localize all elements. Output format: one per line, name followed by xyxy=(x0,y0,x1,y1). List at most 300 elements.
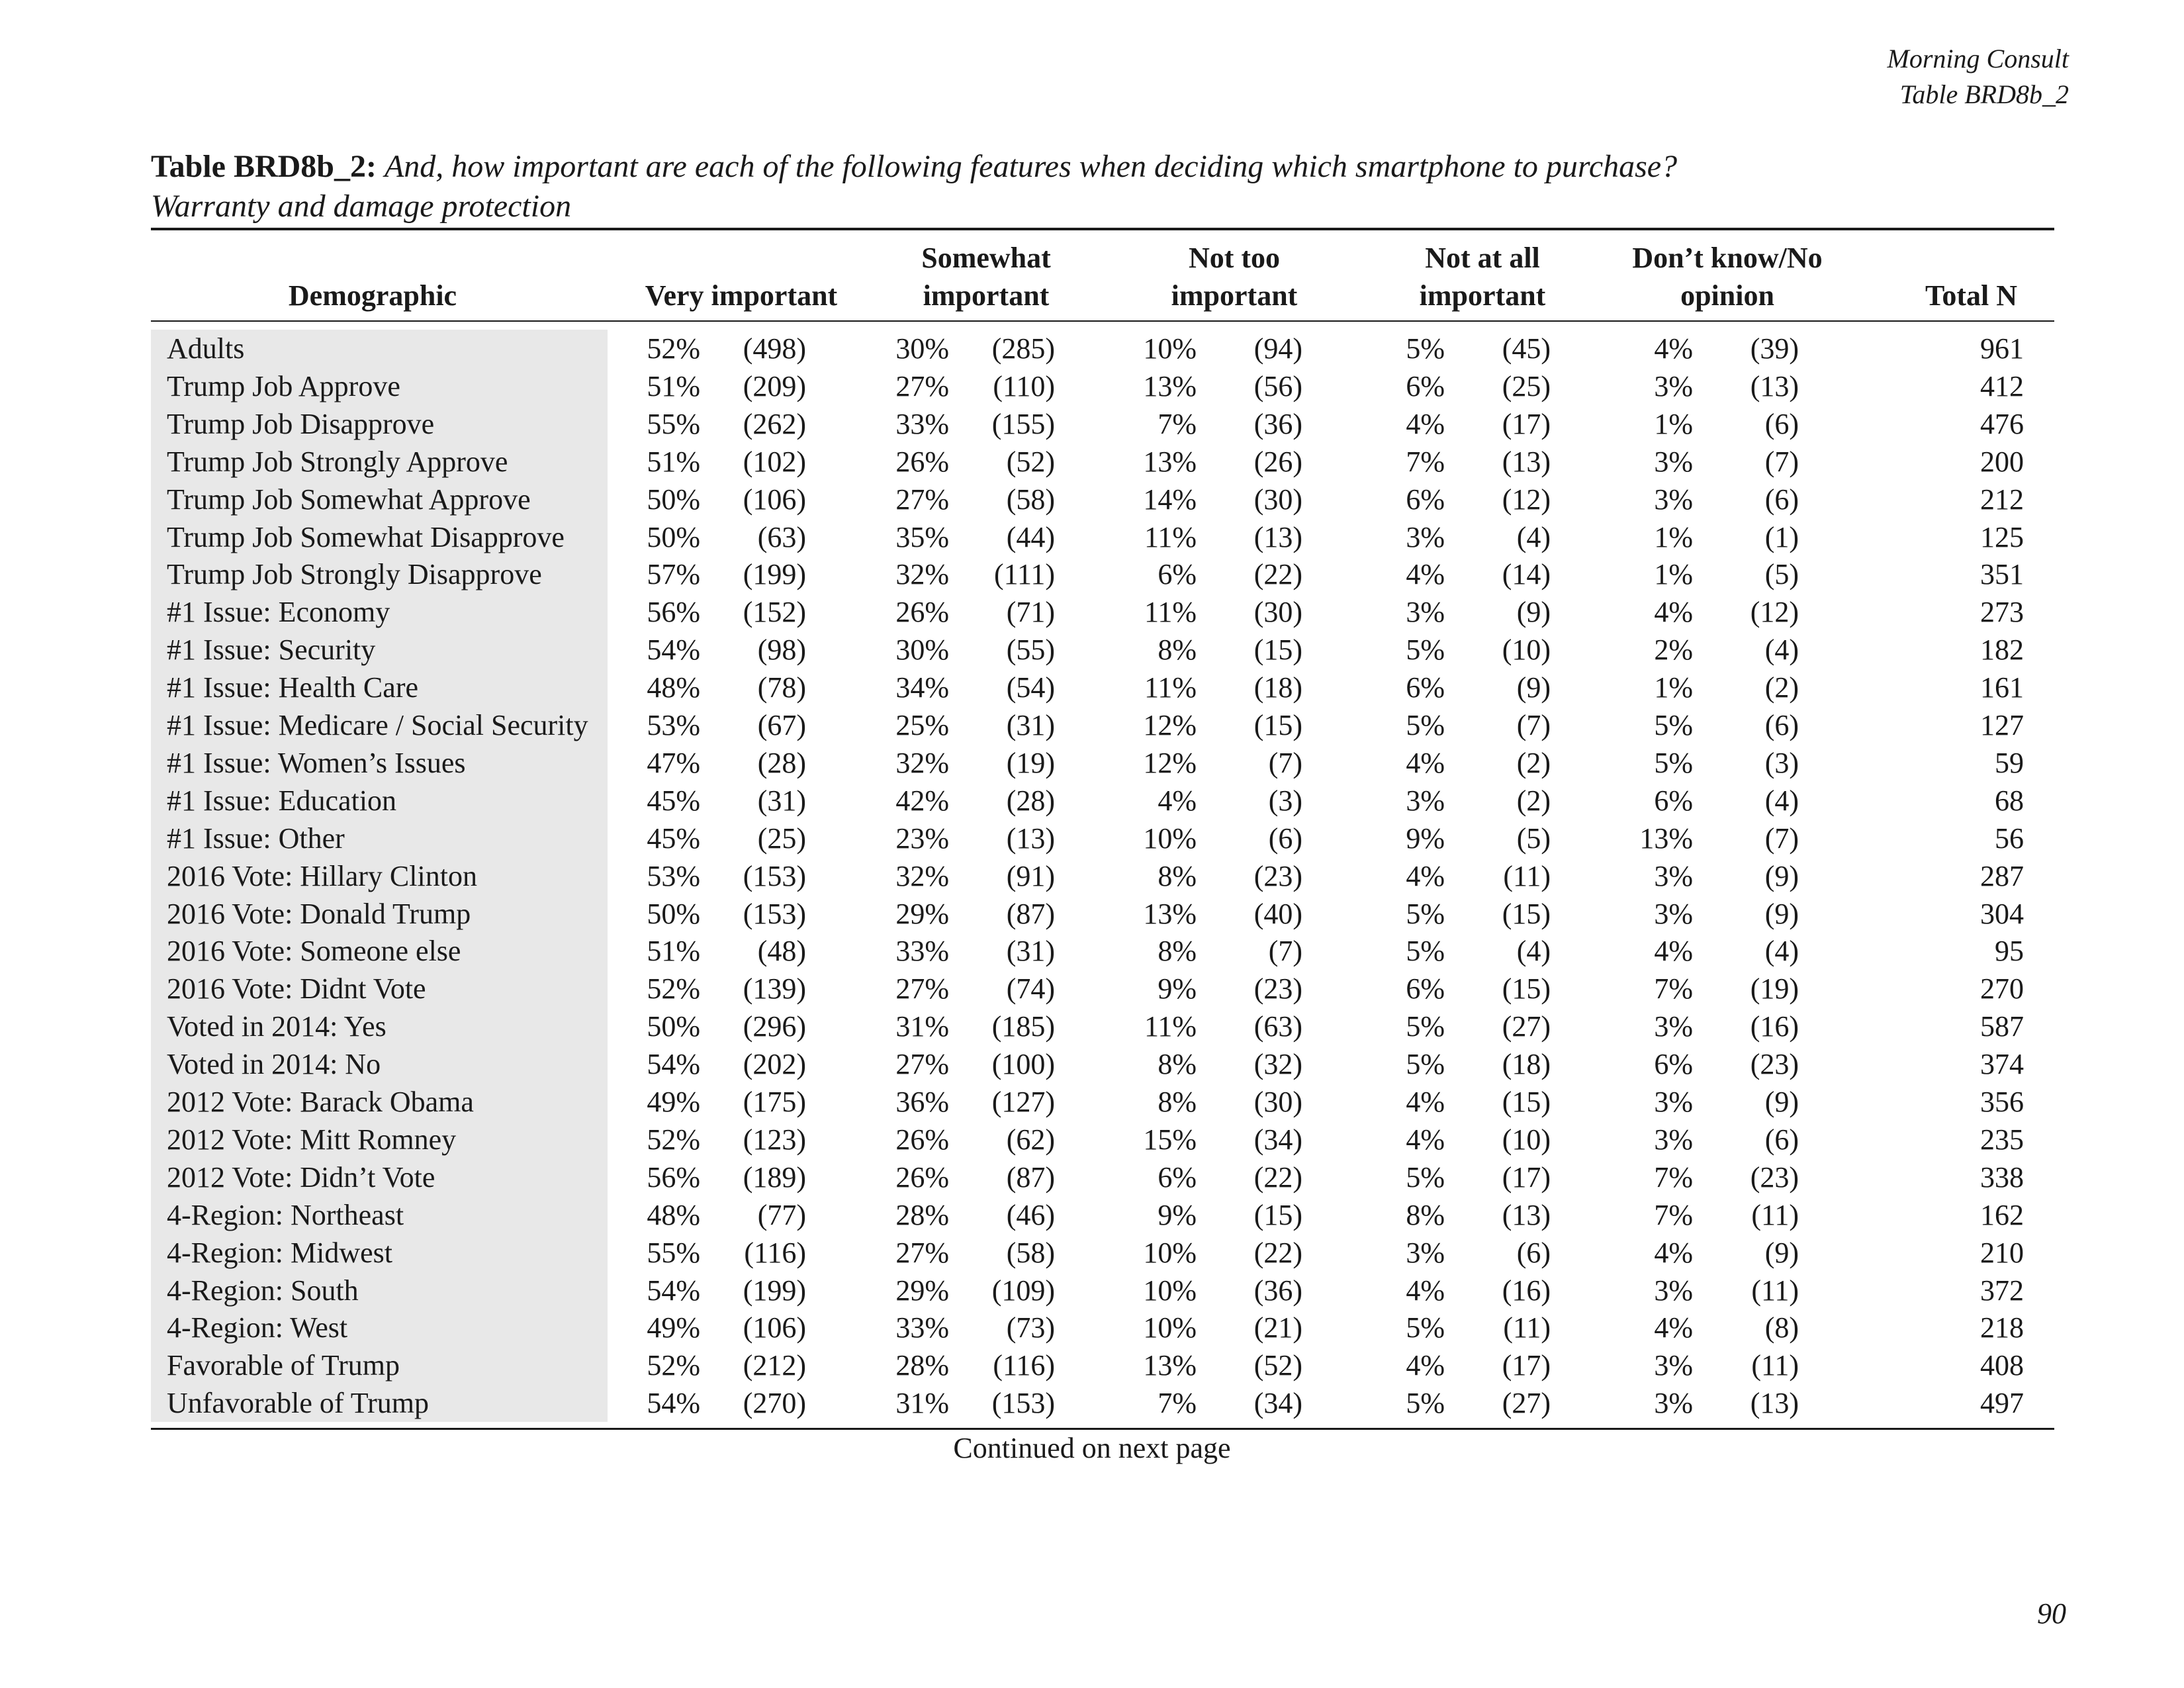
percent-cell: 29% xyxy=(895,897,949,930)
count-cell: (9) xyxy=(1764,859,1799,892)
table-row xyxy=(151,895,2054,933)
count-cell: (31) xyxy=(1006,935,1055,968)
count-cell: (2) xyxy=(1516,784,1551,817)
percent-cell: 3% xyxy=(1654,1010,1693,1043)
count-cell: (26) xyxy=(1253,445,1302,478)
count-cell: (58) xyxy=(1006,483,1055,516)
total-n-cell: 374 xyxy=(1980,1048,2024,1081)
count-cell: (30) xyxy=(1253,1086,1302,1118)
percent-cell: 53% xyxy=(647,859,700,892)
percent-cell: 32% xyxy=(895,558,949,591)
percent-cell: 10% xyxy=(1143,332,1197,365)
count-cell: (153) xyxy=(743,859,806,892)
percent-cell: 5% xyxy=(1406,633,1445,667)
count-cell: (91) xyxy=(1006,859,1055,892)
percent-cell: 28% xyxy=(895,1198,949,1231)
count-cell: (13) xyxy=(1502,445,1551,478)
total-n-cell: 476 xyxy=(1980,407,2024,440)
table-row xyxy=(151,1008,2054,1045)
count-cell: (27) xyxy=(1502,1387,1551,1420)
percent-cell: 5% xyxy=(1406,1160,1445,1194)
count-cell: (127) xyxy=(991,1086,1055,1118)
percent-cell: 6% xyxy=(1158,1160,1197,1194)
count-cell: (13) xyxy=(1502,1198,1551,1231)
total-n-cell: 56 xyxy=(1995,821,2024,855)
count-cell: (48) xyxy=(757,935,806,968)
bottom-rule xyxy=(151,1428,2054,1430)
header-dont-know: opinion xyxy=(1680,279,1774,312)
title-question: And, how important are each of the following features when deciding which smartphone to purchase? xyxy=(384,149,1678,184)
percent-cell: 26% xyxy=(895,1123,949,1156)
percent-cell: 8% xyxy=(1158,633,1197,667)
percent-cell: 4% xyxy=(1406,1123,1445,1156)
total-n-cell: 497 xyxy=(1980,1387,2024,1420)
count-cell: (110) xyxy=(993,369,1055,402)
percent-cell: 33% xyxy=(895,1311,949,1344)
percent-cell: 3% xyxy=(1406,520,1445,553)
row-label: Trump Job Somewhat Disapprove xyxy=(151,518,608,556)
count-cell: (175) xyxy=(743,1086,806,1118)
table-row xyxy=(151,1196,2054,1234)
total-n-cell: 270 xyxy=(1980,972,2024,1006)
percent-cell: 10% xyxy=(1143,821,1197,855)
table-row xyxy=(151,443,2054,481)
header-not-at-all-important-top: Not at all xyxy=(1425,242,1540,274)
count-cell: (32) xyxy=(1253,1048,1302,1081)
percent-cell: 4% xyxy=(1406,1274,1445,1307)
count-cell: (36) xyxy=(1253,407,1302,440)
percent-cell: 55% xyxy=(647,1236,700,1269)
count-cell: (3) xyxy=(1764,746,1799,779)
percent-cell: 54% xyxy=(647,1274,700,1307)
table-row xyxy=(151,1384,2054,1422)
total-n-cell: 161 xyxy=(1980,671,2024,704)
percent-cell: 50% xyxy=(647,897,700,930)
row-label: #1 Issue: Women’s Issues xyxy=(151,744,608,782)
count-cell: (87) xyxy=(1006,897,1055,930)
total-n-cell: 372 xyxy=(1980,1274,2024,1307)
count-cell: (15) xyxy=(1502,1086,1551,1118)
percent-cell: 6% xyxy=(1406,483,1445,516)
row-label: Voted in 2014: Yes xyxy=(151,1008,608,1045)
percent-cell: 3% xyxy=(1654,897,1693,930)
count-cell: (17) xyxy=(1502,1349,1551,1382)
percent-cell: 32% xyxy=(895,859,949,892)
percent-cell: 6% xyxy=(1654,784,1693,817)
percent-cell: 52% xyxy=(647,1349,700,1382)
percent-cell: 5% xyxy=(1406,332,1445,365)
total-n-cell: 218 xyxy=(1980,1311,2024,1344)
percent-cell: 27% xyxy=(895,369,949,402)
percent-cell: 53% xyxy=(647,709,700,741)
percent-cell: 50% xyxy=(647,483,700,516)
count-cell: (17) xyxy=(1502,1160,1551,1194)
percent-cell: 50% xyxy=(647,520,700,553)
count-cell: (63) xyxy=(1253,1010,1302,1043)
row-label: #1 Issue: Medicare / Social Security xyxy=(151,706,608,744)
percent-cell: 4% xyxy=(1654,1311,1693,1344)
percent-cell: 54% xyxy=(647,1048,700,1081)
total-n-cell: 95 xyxy=(1995,935,2024,968)
row-label: 4-Region: Northeast xyxy=(151,1196,608,1234)
count-cell: (28) xyxy=(757,746,806,779)
percent-cell: 27% xyxy=(895,483,949,516)
percent-cell: 27% xyxy=(895,972,949,1006)
percent-cell: 8% xyxy=(1406,1198,1445,1231)
percent-cell: 4% xyxy=(1406,1349,1445,1382)
count-cell: (62) xyxy=(1006,1123,1055,1156)
percent-cell: 7% xyxy=(1158,1387,1197,1420)
row-label: 2012 Vote: Barack Obama xyxy=(151,1083,608,1121)
percent-cell: 55% xyxy=(647,407,700,440)
row-label: Adults xyxy=(151,330,608,367)
count-cell: (19) xyxy=(1006,746,1055,779)
count-cell: (54) xyxy=(1006,671,1055,704)
percent-cell: 13% xyxy=(1143,445,1197,478)
percent-cell: 3% xyxy=(1654,859,1693,892)
percent-cell: 8% xyxy=(1158,1048,1197,1081)
percent-cell: 11% xyxy=(1144,671,1197,704)
count-cell: (106) xyxy=(743,1311,806,1344)
count-cell: (56) xyxy=(1253,369,1302,402)
count-cell: (6) xyxy=(1764,407,1799,440)
count-cell: (12) xyxy=(1750,596,1799,629)
percent-cell: 6% xyxy=(1158,558,1197,591)
percent-cell: 1% xyxy=(1654,407,1693,440)
percent-cell: 3% xyxy=(1654,1349,1693,1382)
total-n-cell: 287 xyxy=(1980,859,2024,892)
percent-cell: 13% xyxy=(1143,369,1197,402)
count-cell: (31) xyxy=(757,784,806,817)
count-cell: (7) xyxy=(1764,821,1799,855)
table-row xyxy=(151,706,2054,744)
count-cell: (12) xyxy=(1502,483,1551,516)
count-cell: (152) xyxy=(743,596,806,629)
percent-cell: 57% xyxy=(647,558,700,591)
percent-cell: 26% xyxy=(895,596,949,629)
percent-cell: 26% xyxy=(895,1160,949,1194)
count-cell: (4) xyxy=(1764,633,1799,667)
row-label: 4-Region: West xyxy=(151,1309,608,1346)
percent-cell: 11% xyxy=(1144,520,1197,553)
percent-cell: 25% xyxy=(895,709,949,741)
percent-cell: 5% xyxy=(1406,709,1445,741)
header-total-n: Total N xyxy=(1925,279,2017,312)
count-cell: (109) xyxy=(991,1274,1055,1307)
total-n-cell: 338 xyxy=(1980,1160,2024,1194)
percent-cell: 6% xyxy=(1654,1048,1693,1081)
count-cell: (27) xyxy=(1502,1010,1551,1043)
count-cell: (10) xyxy=(1502,633,1551,667)
percent-cell: 29% xyxy=(895,1274,949,1307)
count-cell: (4) xyxy=(1516,520,1551,553)
percent-cell: 10% xyxy=(1143,1236,1197,1269)
percent-cell: 7% xyxy=(1654,1160,1693,1194)
table-row xyxy=(151,405,2054,443)
table-row xyxy=(151,1121,2054,1158)
percent-cell: 5% xyxy=(1406,935,1445,968)
table-row xyxy=(151,1045,2054,1083)
header-rule xyxy=(151,320,2054,322)
count-cell: (7) xyxy=(1764,445,1799,478)
count-cell: (15) xyxy=(1253,709,1302,741)
org-name: Morning Consult xyxy=(1887,44,2069,73)
count-cell: (31) xyxy=(1006,709,1055,741)
row-label: 2016 Vote: Hillary Clinton xyxy=(151,857,608,895)
count-cell: (44) xyxy=(1006,520,1055,553)
count-cell: (28) xyxy=(1006,784,1055,817)
percent-cell: 5% xyxy=(1654,746,1693,779)
percent-cell: 4% xyxy=(1406,558,1445,591)
table-row xyxy=(151,555,2054,593)
percent-cell: 4% xyxy=(1406,407,1445,440)
row-label: Trump Job Disapprove xyxy=(151,405,608,443)
total-n-cell: 356 xyxy=(1980,1086,2024,1118)
table-row xyxy=(151,857,2054,895)
count-cell: (6) xyxy=(1764,483,1799,516)
count-cell: (6) xyxy=(1516,1236,1551,1269)
total-n-cell: 273 xyxy=(1980,596,2024,629)
count-cell: (22) xyxy=(1253,1160,1302,1194)
percent-cell: 23% xyxy=(895,821,949,855)
header-very-important: Very important xyxy=(645,279,838,312)
percent-cell: 7% xyxy=(1158,407,1197,440)
row-label: 4-Region: Midwest xyxy=(151,1234,608,1272)
percent-cell: 9% xyxy=(1158,1198,1197,1231)
percent-cell: 3% xyxy=(1654,369,1693,402)
table-row xyxy=(151,330,2054,367)
continued-note: Continued on next page xyxy=(953,1432,1231,1464)
page-number: 90 xyxy=(2037,1597,2066,1630)
count-cell: (209) xyxy=(743,369,806,402)
percent-cell: 12% xyxy=(1143,709,1197,741)
percent-cell: 27% xyxy=(895,1236,949,1269)
count-cell: (16) xyxy=(1750,1010,1799,1043)
percent-cell: 4% xyxy=(1654,935,1693,968)
count-cell: (13) xyxy=(1006,821,1055,855)
total-n-cell: 182 xyxy=(1980,633,2024,667)
count-cell: (15) xyxy=(1253,1198,1302,1231)
percent-cell: 26% xyxy=(895,445,949,478)
total-n-cell: 212 xyxy=(1980,483,2024,516)
percent-cell: 8% xyxy=(1158,935,1197,968)
running-header xyxy=(1888,41,2069,113)
count-cell: (285) xyxy=(991,332,1055,365)
count-cell: (39) xyxy=(1750,332,1799,365)
table-row xyxy=(151,518,2054,556)
count-cell: (14) xyxy=(1502,558,1551,591)
count-cell: (9) xyxy=(1764,1236,1799,1269)
count-cell: (25) xyxy=(757,821,806,855)
percent-cell: 13% xyxy=(1143,1349,1197,1382)
count-cell: (16) xyxy=(1502,1274,1551,1307)
table-title xyxy=(151,147,2057,226)
percent-cell: 51% xyxy=(647,445,700,478)
total-n-cell: 200 xyxy=(1980,445,2024,478)
count-cell: (11) xyxy=(1503,1311,1551,1344)
table-row xyxy=(151,593,2054,631)
percent-cell: 33% xyxy=(895,935,949,968)
percent-cell: 6% xyxy=(1406,369,1445,402)
percent-cell: 5% xyxy=(1406,1010,1445,1043)
count-cell: (15) xyxy=(1253,633,1302,667)
row-label: #1 Issue: Economy xyxy=(151,593,608,631)
count-cell: (4) xyxy=(1764,935,1799,968)
row-label: Trump Job Strongly Disapprove xyxy=(151,555,608,593)
table-row xyxy=(151,1234,2054,1272)
percent-cell: 6% xyxy=(1406,671,1445,704)
count-cell: (7) xyxy=(1268,935,1302,968)
percent-cell: 28% xyxy=(895,1349,949,1382)
percent-cell: 10% xyxy=(1143,1311,1197,1344)
percent-cell: 6% xyxy=(1406,972,1445,1006)
count-cell: (5) xyxy=(1764,558,1799,591)
total-n-cell: 235 xyxy=(1980,1123,2024,1156)
count-cell: (123) xyxy=(743,1123,806,1156)
count-cell: (19) xyxy=(1750,972,1799,1006)
total-n-cell: 125 xyxy=(1980,520,2024,553)
percent-cell: 3% xyxy=(1654,1387,1693,1420)
count-cell: (102) xyxy=(743,445,806,478)
row-label: 2016 Vote: Donald Trump xyxy=(151,895,608,933)
percent-cell: 4% xyxy=(1654,596,1693,629)
percent-cell: 7% xyxy=(1406,445,1445,478)
row-label: Favorable of Trump xyxy=(151,1346,608,1384)
percent-cell: 31% xyxy=(895,1010,949,1043)
row-label: Unfavorable of Trump xyxy=(151,1384,608,1422)
count-cell: (212) xyxy=(743,1349,806,1382)
percent-cell: 12% xyxy=(1143,746,1197,779)
count-cell: (18) xyxy=(1253,671,1302,704)
percent-cell: 1% xyxy=(1654,558,1693,591)
header-not-too-important-top: Not too xyxy=(1188,242,1281,274)
count-cell: (13) xyxy=(1253,520,1302,553)
count-cell: (8) xyxy=(1764,1311,1799,1344)
percent-cell: 14% xyxy=(1143,483,1197,516)
total-n-cell: 68 xyxy=(1995,784,2024,817)
percent-cell: 52% xyxy=(647,332,700,365)
percent-cell: 50% xyxy=(647,1010,700,1043)
percent-cell: 31% xyxy=(895,1387,949,1420)
count-cell: (106) xyxy=(743,483,806,516)
table-row xyxy=(151,820,2054,857)
row-label: #1 Issue: Other xyxy=(151,820,608,857)
count-cell: (6) xyxy=(1268,821,1302,855)
percent-cell: 4% xyxy=(1406,859,1445,892)
percent-cell: 52% xyxy=(647,1123,700,1156)
count-cell: (4) xyxy=(1764,784,1799,817)
title-label: Table BRD8b_2: xyxy=(151,149,377,184)
percent-cell: 4% xyxy=(1406,746,1445,779)
count-cell: (23) xyxy=(1253,972,1302,1006)
count-cell: (202) xyxy=(743,1048,806,1081)
total-n-cell: 162 xyxy=(1980,1198,2024,1231)
total-n-cell: 412 xyxy=(1980,369,2024,402)
count-cell: (11) xyxy=(1751,1274,1799,1307)
percent-cell: 48% xyxy=(647,671,700,704)
count-cell: (25) xyxy=(1502,369,1551,402)
count-cell: (6) xyxy=(1764,1123,1799,1156)
percent-cell: 11% xyxy=(1144,1010,1197,1043)
row-label: #1 Issue: Health Care xyxy=(151,669,608,706)
count-cell: (185) xyxy=(991,1010,1055,1043)
percent-cell: 9% xyxy=(1406,821,1445,855)
percent-cell: 30% xyxy=(895,332,949,365)
count-cell: (6) xyxy=(1764,709,1799,741)
percent-cell: 4% xyxy=(1406,1086,1445,1118)
count-cell: (296) xyxy=(743,1010,806,1043)
table-id: Table BRD8b_2 xyxy=(1899,79,2069,109)
percent-cell: 56% xyxy=(647,596,700,629)
count-cell: (5) xyxy=(1516,821,1551,855)
count-cell: (4) xyxy=(1516,935,1551,968)
percent-cell: 7% xyxy=(1654,972,1693,1006)
table-row xyxy=(151,1309,2054,1346)
count-cell: (111) xyxy=(993,558,1055,591)
table-row xyxy=(151,744,2054,782)
count-cell: (22) xyxy=(1253,1236,1302,1269)
count-cell: (52) xyxy=(1006,445,1055,478)
count-cell: (11) xyxy=(1751,1198,1799,1231)
count-cell: (15) xyxy=(1502,897,1551,930)
percent-cell: 11% xyxy=(1144,596,1197,629)
percent-cell: 3% xyxy=(1654,1086,1693,1118)
count-cell: (23) xyxy=(1750,1048,1799,1081)
percent-cell: 36% xyxy=(895,1086,949,1118)
percent-cell: 45% xyxy=(647,784,700,817)
count-cell: (77) xyxy=(757,1198,806,1231)
percent-cell: 1% xyxy=(1654,671,1693,704)
count-cell: (9) xyxy=(1516,596,1551,629)
percent-cell: 54% xyxy=(647,633,700,667)
count-cell: (153) xyxy=(743,897,806,930)
count-cell: (52) xyxy=(1253,1349,1302,1382)
percent-cell: 9% xyxy=(1158,972,1197,1006)
percent-cell: 4% xyxy=(1654,332,1693,365)
percent-cell: 34% xyxy=(895,671,949,704)
table-row xyxy=(151,782,2054,820)
percent-cell: 4% xyxy=(1654,1236,1693,1269)
percent-cell: 8% xyxy=(1158,859,1197,892)
percent-cell: 30% xyxy=(895,633,949,667)
row-label: 4-Region: South xyxy=(151,1272,608,1309)
percent-cell: 5% xyxy=(1654,709,1693,741)
count-cell: (13) xyxy=(1750,369,1799,402)
count-cell: (11) xyxy=(1503,859,1551,892)
percent-cell: 49% xyxy=(647,1086,700,1118)
total-n-cell: 408 xyxy=(1980,1349,2024,1382)
count-cell: (262) xyxy=(743,407,806,440)
percent-cell: 8% xyxy=(1158,1086,1197,1118)
total-n-cell: 304 xyxy=(1980,897,2024,930)
count-cell: (98) xyxy=(757,633,806,667)
table-row xyxy=(151,970,2054,1008)
count-cell: (199) xyxy=(743,558,806,591)
percent-cell: 42% xyxy=(895,784,949,817)
count-cell: (3) xyxy=(1268,784,1302,817)
total-n-cell: 59 xyxy=(1995,746,2024,779)
count-cell: (21) xyxy=(1253,1311,1302,1344)
percent-cell: 5% xyxy=(1406,897,1445,930)
count-cell: (2) xyxy=(1516,746,1551,779)
row-label: #1 Issue: Education xyxy=(151,782,608,820)
count-cell: (498) xyxy=(743,332,806,365)
percent-cell: 15% xyxy=(1143,1123,1197,1156)
count-cell: (45) xyxy=(1502,332,1551,365)
count-cell: (34) xyxy=(1253,1387,1302,1420)
count-cell: (63) xyxy=(757,520,806,553)
table-row xyxy=(151,631,2054,669)
